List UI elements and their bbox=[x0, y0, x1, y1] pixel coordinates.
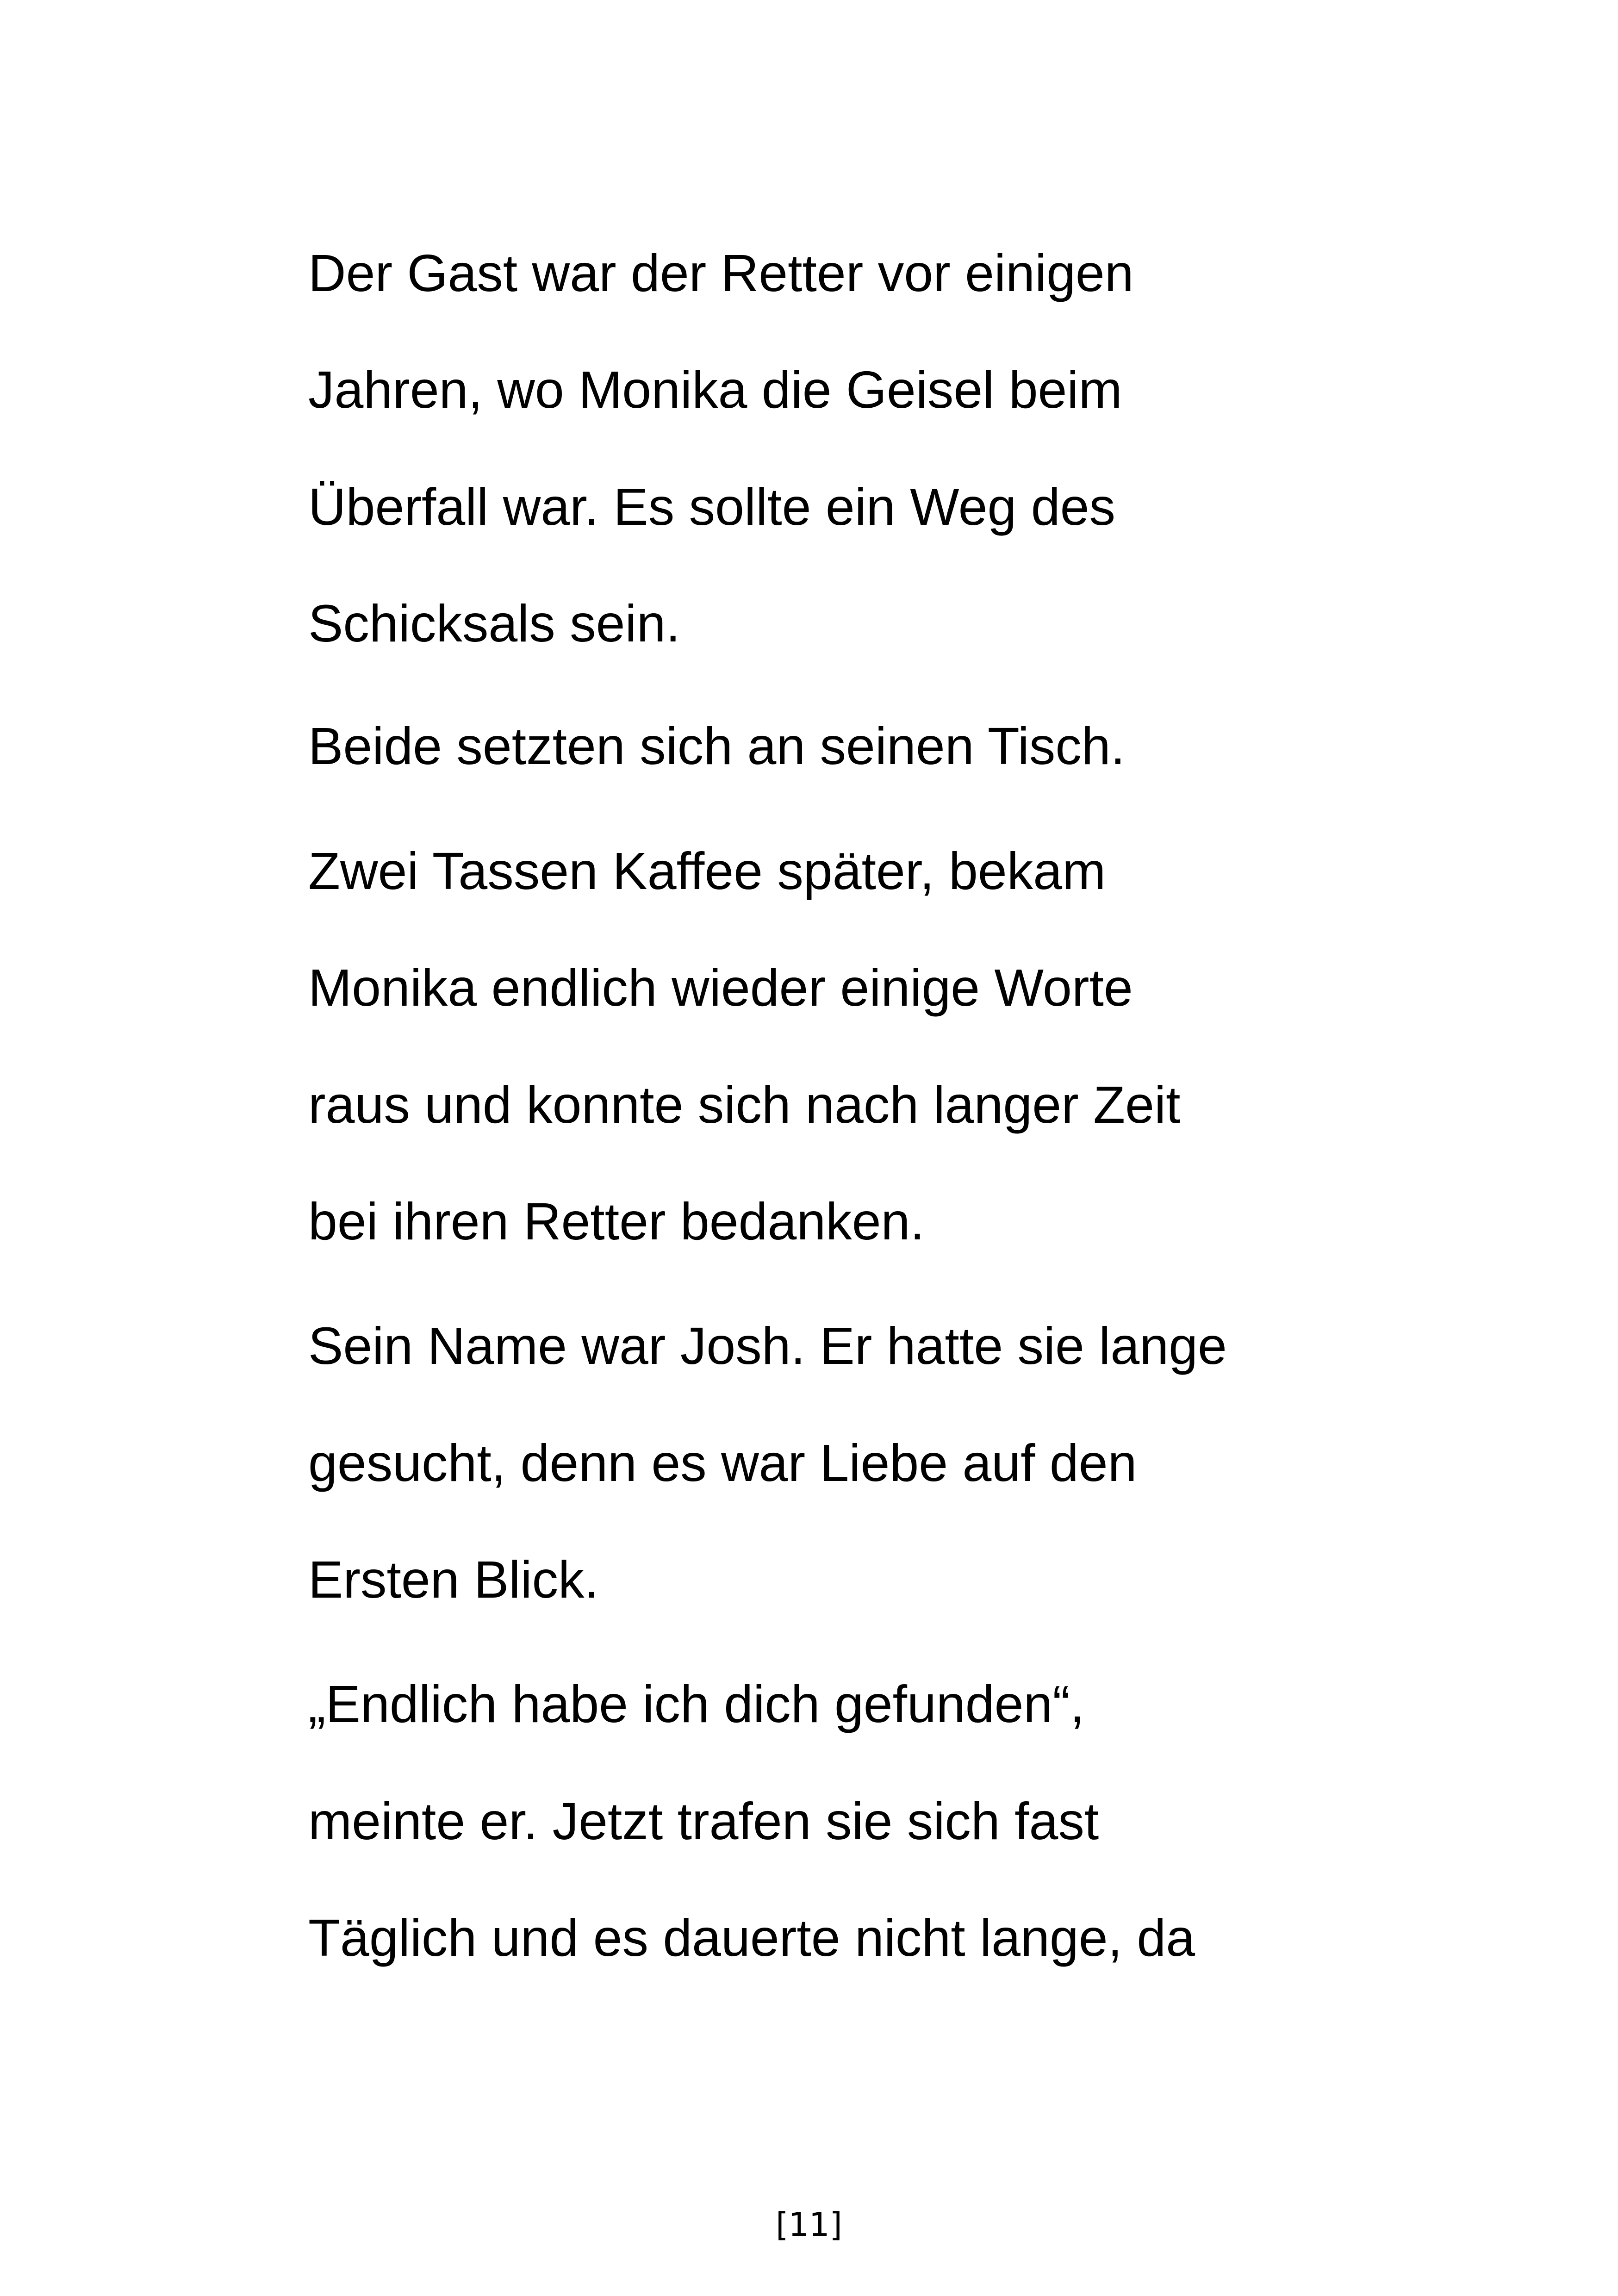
text-line: bei ihren Retter bedanken. bbox=[308, 1192, 925, 1251]
text-line: Sein Name war Josh. Er hatte sie lange bbox=[308, 1317, 1227, 1375]
text-line: Überfall war. Es sollte ein Weg des bbox=[308, 478, 1115, 536]
text-line: Beide setzten sich an seinen Tisch. bbox=[308, 717, 1126, 775]
text-line: „Endlich habe ich dich gefunden“, bbox=[308, 1675, 1085, 1733]
text-line: Täglich und es dauerte nicht lange, da bbox=[308, 1909, 1195, 1967]
text-line: Jahren, wo Monika die Geisel beim bbox=[308, 361, 1122, 419]
text-line: raus und konnte sich nach langer Zeit bbox=[308, 1076, 1181, 1134]
text-line: Monika endlich wieder einige Worte bbox=[308, 958, 1133, 1017]
text-line: Ersten Blick. bbox=[308, 1550, 599, 1609]
page-number: [11] bbox=[776, 2206, 842, 2244]
text-line: meinte er. Jetzt trafen sie sich fast bbox=[308, 1792, 1099, 1850]
text-line: Zwei Tassen Kaffee später, bekam bbox=[308, 842, 1106, 900]
text-line: Schicksals sein. bbox=[308, 594, 680, 653]
text-line: Der Gast war der Retter vor einigen bbox=[308, 244, 1134, 302]
text-line: gesucht, denn es war Liebe auf den bbox=[308, 1434, 1137, 1492]
